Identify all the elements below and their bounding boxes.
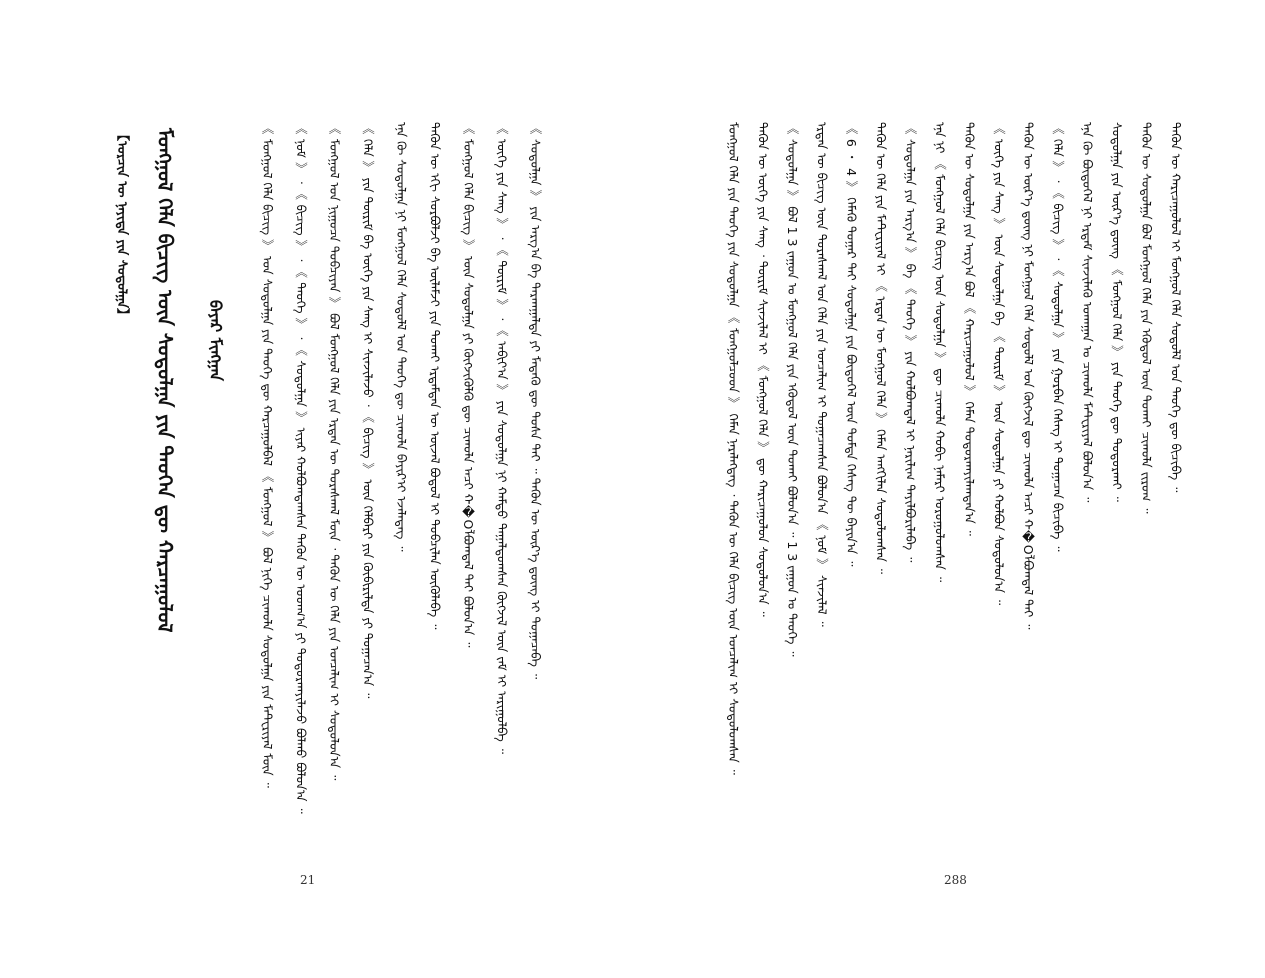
text-column: ᠲᠡᠭᠦᠨ ᠦ ᠰᠤᠳᠤᠯᠭᠠ ᠶᠢᠨ ᠠᠷᠭ᠎ᠠ ᠪᠣᠯ 《 ᠬᠠᠷᠢᠴᠠᠭᠤᠯᠤᠯ 》 ᠬᠡᠮᠡᠨ ᠲᠣᠳᠤᠷᠬᠠᠶᠢᠯᠠᠭᠳᠠᠨ᠎ᠠ ᠃ [962,122,977,536]
text-column: 《 ᠮᠣᠩᠭᠣᠯ ᠤᠨ ᠨᠢᠭᠤᠴᠠ ᠲᠣᠪᠴᠢᠶᠠᠨ 》 ᠪᠣᠯ ᠮᠣᠩᠭᠣᠯ ᠬᠡᠯᠡ ᠶᠢᠨ ᠡᠷᠲᠡᠨ ᠦ ᠳᠤᠷᠠᠰᠬᠠᠯ ᠮᠥᠨ ᠂ ᠲᠡᠭᠦᠨ ᠦ ᠬᠡᠯᠡ ᠶᠢᠨ ᠣᠨᠴᠠᠯᠢᠭ ᠢ ᠰᠤᠳᠤᠯᠤᠨ᠎ᠠ ᠃ [327,122,342,781]
text-column: ᠲᠡᠭᠦᠨ ᠦ ᠬᠡᠯᠡ ᠶᠢᠨ ᠮᠠᠲ᠋ᠧᠷᠢᠶᠠᠯ ᠢ 《 ᠡᠷᠲᠡᠨ ᠦ ᠮᠣᠩᠭᠣᠯ ᠬᠡᠯᠡ 》 ᠬᠡᠮᠡᠨ ᠠᠩᠭᠢᠯᠠᠨ ᠰᠤᠳᠤᠯᠤᠭᠰᠠᠨ ᠃ [873,122,889,575]
text-column: 《 ᠰᠤᠳᠤᠯᠭᠠ 》 ᠪᠣᠯ 1 3 ᠵᠠᠭᠤᠨ ᠤ ᠮᠣᠩᠭᠣᠯ ᠬᠡᠯᠡ ᠶᠢᠨ ᠡᠭᠦᠳᠦᠯ ᠦᠨ ᠲᠤᠬᠠᠢ ᠪᠣᠯᠤᠨ᠎ᠠ ᠃ 1 3 ᠵᠠᠭᠤᠨ ᠤ ᠲᠡᠦᠬᠡ ᠃ [785,122,800,657]
running-header: 【ᠣᠷᠴᠢᠨ ᠦ ᠨᠡᠶᠢᠲᠡ ᠶᠢᠨ ᠰᠤᠳᠤᠯᠭᠠ】 [114,128,129,322]
text-column: ᠡᠨᠡ ᠬᠦ ᠰᠤᠳᠤᠯᠭᠠ ᠨᠢ ᠮᠣᠩᠭᠣᠯ ᠬᠡᠯᠡ ᠰᠤᠳᠤᠯᠯ ᠤᠨ ᠲᠡᠦᠬᠡ ᠳᠦ ᠴᠢᠬᠤᠯᠠ ᠪᠠᠶᠢᠷ᠎ᠢ ᠡᠵᠡᠯᠡᠳᠡᠭ ᠃ [394,122,409,552]
text-column: ᠲᠡᠭᠦᠨ ᠦ ᠰᠤᠳᠤᠯᠭᠠ ᠪᠣᠯ ᠮᠣᠩᠭᠣᠯ ᠬᠡᠯᠡ ᠶᠢᠨ ᠡᠭᠦᠳᠦᠯ ᠦᠨ ᠲᠤᠬᠠᠢ ᠴᠢᠬᠤᠯᠠ ᠵᠢᠷᠤᠭ ᠃ [1139,122,1154,514]
text-column: ᠰᠤᠳᠤᠯᠭᠠ ᠶᠢᠨ ᠦᠷ᠎ᠡ ᠳ᠋ᠦᠩ 《 ᠮᠣᠩᠭᠣᠯ ᠬᠡᠯᠡ 》 ᠶᠢᠨ ᠲᠡᠦᠬᠡ ᠳᠦ ᠲᠣᠳᠤᠷᠬᠠᠢ ᠃ [1109,122,1125,502]
text-column: 《 ᠨᠤᠮ 》 ᠂ 《 ᠪᠢᠴᠢᠭ 》 ᠂ 《 ᠲᠡᠦᠬᠡ 》 ᠂ 《 ᠰᠤᠳᠤᠯᠭᠠ 》 ᠢᠶᠠᠷ ᠬᠣᠯᠪᠣᠭᠳᠠᠭᠰᠠᠨ ᠲᠡᠭᠦᠨ ᠦ ᠤᠳᠬ᠎ᠠ ᠶᠢ ᠲᠣᠳᠤᠷᠬᠠᠶᠢᠯᠠᠵᠤ ᠪᠣᠯᠬᠤ ᠪᠣᠯᠤᠨ᠎ᠠ ᠃ [293,122,309,814]
text-column: ᠲᠡᠭᠦᠨ ᠦ ᠡᠬᠢ ᠰᠤᠷᠪᠤᠯᠵᠢ ᠪᠠ ᠦᠯᠡᠮᠵᠢ ᠶᠢᠨ ᠲᠤᠬᠠᠢ ᠡᠷᠳᠡᠮᠲᠡᠨ ᠦ ᠦᠵᠡᠯ ᠪᠣᠳᠤᠯ ᠢ ᠲᠣᠪᠴᠢᠯᠠᠨ ᠥᠭᠦᠯᠡᠪᠡ ᠃ [427,122,443,630]
text-column: ᠮᠣᠩᠭᠣᠯ ᠬᠡᠯᠡ ᠶᠢᠨ ᠲᠡᠦᠬᠡ ᠶᠢᠨ ᠰᠤᠳᠤᠯᠭᠠ 《 ᠮᠣᠩᠭᠣᠯᠴᠤᠳ 》 ᠬᠡᠮᠡᠨ ᠨᠡᠷᠡᠯᠡᠭᠳᠡᠭ ᠂ ᠲᠡᠭᠦᠨ ᠦ ᠬᠡᠯᠡ ᠪᠢᠴᠢᠭ ᠦᠨ ᠣᠨᠴᠠᠯᠢᠭ ᠢ ᠰᠤᠳᠤᠯᠤᠭᠰᠠᠨ ᠃ [726,122,741,775]
text-column: 《 ᠬᠡᠯᠡ 》 ᠂ 《 ᠪᠢᠴᠢᠭ 》 ᠂ 《 ᠰᠤᠳᠤᠯᠭᠠ 》 ᠶᠢᠨ ᠭᠤᠷᠪᠠᠨ ᠬᠡᠰᠡᠭ ᠢ ᠲᠣᠭᠠᠴᠠᠨ ᠪᠢᠴᠢᠪᠡ ᠃ [1050,122,1066,552]
text-column: ᠲᠡᠭᠦᠨ ᠦ ᠦᠭᠡ ᠶᠢᠨ ᠰᠠᠩ ᠂ ᠳᠦᠷᠢᠮ ᠰᠢᠨᠵᠢᠯᠡᠯ ᠢ 《 ᠮᠣᠩᠭᠣᠯ ᠬᠡᠯᠡ 》 ᠳᠦ ᠬᠠᠷᠢᠴᠠᠭᠤᠯᠤᠨ ᠰᠤᠳᠤᠯᠤᠨ᠎ᠠ ᠃ [755,122,771,617]
text-column: ᠡᠨᠡ ᠨᠢ 《 ᠮᠣᠩᠭᠣᠯ ᠬᠡᠯᠡ ᠪᠢᠴᠢᠭ ᠦᠨ ᠰᠤᠳᠤᠯᠭᠠ 》 ᠳᠦ ᠴᠢᠬᠤᠯᠠ ᠬᠤᠪᠢ ᠨᠡᠮᠡᠷᠢ ᠣᠷᠣᠭᠤᠯᠤᠭᠰᠠᠨ ᠃ [932,122,948,583]
text-column: ᠡᠨᠡ ᠬᠦ ᠪᠦᠲᠦᠭᠡᠯ ᠨᠢ ᠡᠷᠳᠡᠮ ᠰᠢᠨᠵᠢᠯᠡᠬᠦ ᠤᠬᠠᠭᠠᠨ ᠤ ᠴᠢᠬᠤᠯᠠ ᠮᠠᠲ᠋ᠧᠷᠢᠶᠠᠯ ᠪᠣᠯᠤᠨ᠎ᠠ ᠃ [1080,122,1095,503]
text-column: 《 ᠮᠣᠩᠭᠣᠯ ᠬᠡᠯᠡ ᠪᠢᠴᠢᠭ 》 ᠤᠨ ᠰᠤᠳᠤᠯᠭᠠ ᠶᠢᠨ ᠲᠡᠦᠬᠡ ᠳᠦ ᠬᠠᠷᠴᠠᠭᠤᠯᠪᠠᠯ 《 ᠮᠣᠩᠭᠣᠯ 》 ᠪᠣᠯ ᠨᠢᠭᠡ ᠴᠢᠬᠤᠯᠠ ᠰᠤᠳᠤᠯᠭᠠ ᠶᠢᠨ ᠮᠠᠲ᠋ᠧᠷᠢᠶᠠᠯ ᠮᠥᠨ ᠃ [260,122,275,788]
page-number-right: 288 [944,873,967,887]
page-number-left: 21 [300,873,316,887]
author-name: ᠪᠠᠶᠠᠷ ᠮᠢᠩᠭᠠᠨ [206,300,225,382]
text-column: 《 ᠮᠣᠩᠭᠣᠯ ᠬᠡᠯᠡ ᠪᠢᠴᠢᠭ 》 ᠦᠨ ᠰᠤᠳᠤᠯᠭᠠ ᠶᠢ ᠬᠥᠭᠵᠢᠭᠦᠯᠬᠦ ᠳᠦ ᠴᠢᠬᠤᠯᠠ ᠠᠴᠢ ᠬ�Оᠯᠪᠣᠭᠳᠠᠯ ᠲᠠᠢ ᠪᠣᠯᠤᠨ᠎ᠠ ᠃ [461,122,476,648]
text-column: 《 6 ・ 4 》 ᠬᠡᠮᠡᠬᠦ ᠳᠤᠭᠠᠷ ᠲᠠᠢ ᠰᠤᠳᠤᠯᠭᠠ ᠶᠢᠨ ᠪᠦᠲᠦᠭᠡᠯ ᠦᠨ ᠳᠤᠮᠳᠠ ᠬᠡᠰᠡᠭ ᠲᠦ ᠪᠠᠶᠢᠨ᠎ᠠ ᠃ [844,122,859,567]
text-column: 《 ᠬᠡᠯᠡ 》 ᠶᠢᠨ ᠳᠦᠷᠢᠮ ᠪᠠ ᠦᠭᠡ ᠶᠢᠨ ᠰᠠᠩ ᠢ ᠰᠢᠨᠵᠢᠯᠡᠵᠦ ᠂ 《 ᠪᠢᠴᠢᠭ 》 ᠦᠨ ᠬᠡᠯᠪᠡᠷᠢ ᠶᠢᠨ ᠬᠦᠪᠢᠷᠢᠯᠲᠡ ᠶᠢ ᠲᠣᠭᠠᠴᠠᠨ᠎ᠠ ᠃ [360,122,376,699]
page-title: ᠮᠣᠩᠭᠣᠯ ᠬᠡᠯᠡ ᠪᠢᠴᠢᠭ ᠦᠨ ᠰᠤᠳᠤᠯᠭᠠ ᠶᠢᠨ ᠲᠡᠦᠬᠡᠨ ᠳᠦ ᠬᠠᠷᠴᠠᠭᠤᠯᠤᠯ [153,128,177,633]
text-column: 《 ᠰᠤᠳᠤᠯᠭᠠ ᠶᠢᠨ ᠠᠷᠭ᠎ᠠ 》 ᠪᠠ 《 ᠲᠡᠦᠬᠡ 》 ᠶᠢᠨ ᠬᠣᠯᠪᠣᠭᠳᠠᠯ ᠢ ᠨᠠᠷᠢᠯᠢᠭ ᠲᠠᠶᠢᠯᠪᠤᠷᠢᠯᠠᠪᠠ ᠃ [903,122,918,563]
text-column: ᠲᠡᠭᠦᠨ ᠦ ᠦᠷ᠎ᠡ ᠳ᠋ᠦᠩ ᠨᠢ ᠮᠣᠩᠭᠣᠯ ᠬᠡᠯᠡ ᠰᠤᠳᠤᠯᠯ ᠤᠨ ᠬᠥᠭᠵᠢᠯ ᠳᠦ ᠴᠢᠬᠤᠯᠠ ᠠᠴᠢ ᠬ�Оᠯᠪᠣᠭᠳᠠᠯ ᠲᠠᠢ ᠃ [1021,122,1036,630]
text-column: ᠲᠡᠭᠦᠨ ᠦ ᠬᠠᠷᠢᠴᠠᠭᠤᠯᠤᠯ ᠢ ᠮᠣᠩᠭᠣᠯ ᠬᠡᠯᠡ ᠰᠤᠳᠤᠯᠯ ᠤᠨ ᠲᠡᠦᠬᠡ ᠳᠦ ᠪᠢᠴᠢᠪᠡ ᠃ [1168,122,1184,493]
text-column: 《 ᠦᠭᠡ ᠶᠢᠨ ᠰᠠᠩ 》 ᠦᠨ ᠰᠤᠳᠤᠯᠭᠠ ᠪᠠ 《 ᠳᠦᠷᠢᠮ 》 ᠦᠨ ᠰᠤᠳᠤᠯᠭᠠ ᠶᠢ ᠬᠣᠯᠪᠣᠨ ᠰᠤᠳᠤᠯᠤᠨ᠎ᠠ ᠃ [991,122,1007,606]
text-column: 《 ᠦᠭᠡ ᠶᠢᠨ ᠰᠠᠩ 》 ᠂ 《 ᠳᠦᠷᠢᠮ 》 ᠂ 《 ᠠᠪᠢᠶ᠎ᠠ 》 ᠶᠢᠨ ᠰᠤᠳᠤᠯᠭᠠ ᠨᠢ ᠬᠠᠮᠲᠤ ᠳᠠᠭᠠᠯᠳᠤᠭᠰᠠᠨ ᠬᠥᠭᠵᠢᠯ ᠦᠨ ᠵᠠᠮ ᠢ ᠠᠷᠢᠭᠤᠯᠪᠠ ᠃ [494,122,510,755]
text-column: 《 ᠰᠤᠳᠤᠯᠭᠠ 》 ᠶᠢᠨ ᠠᠷᠭ᠎ᠠ ᠪᠠ ᠲᠠᠷᠬᠠᠭᠠᠯᠲᠠ ᠶᠢ ᠮᠡᠳᠡᠬᠦ ᠳᠦ ᠲᠤᠰᠠ ᠲᠠᠢ ᠃ ᠲᠡᠭᠦᠨ ᠦ ᠦᠷ᠎ᠡ ᠳ᠋ᠦᠩ ᠢ ᠲᠣᠭᠠᠴᠠᠪᠠ ᠃ [528,122,543,680]
text-column: ᠡᠷᠲᠡᠨ ᠦ ᠪᠢᠴᠢᠭ ᠦᠨ ᠳᠤᠷᠠᠰᠬᠠᠯ ᠤᠨ ᠬᠡᠯᠡ ᠶᠢᠨ ᠣᠨᠴᠠᠯᠢᠭ ᠢ ᠲᠣᠭᠠᠴᠠᠭᠰᠠᠨ ᠪᠣᠯᠤᠨ᠎ᠠ 《 ᠨᠤᠮ 》 ᠰᠢᠨᠵᠢᠯᠡᠯ ᠃ [814,122,830,627]
